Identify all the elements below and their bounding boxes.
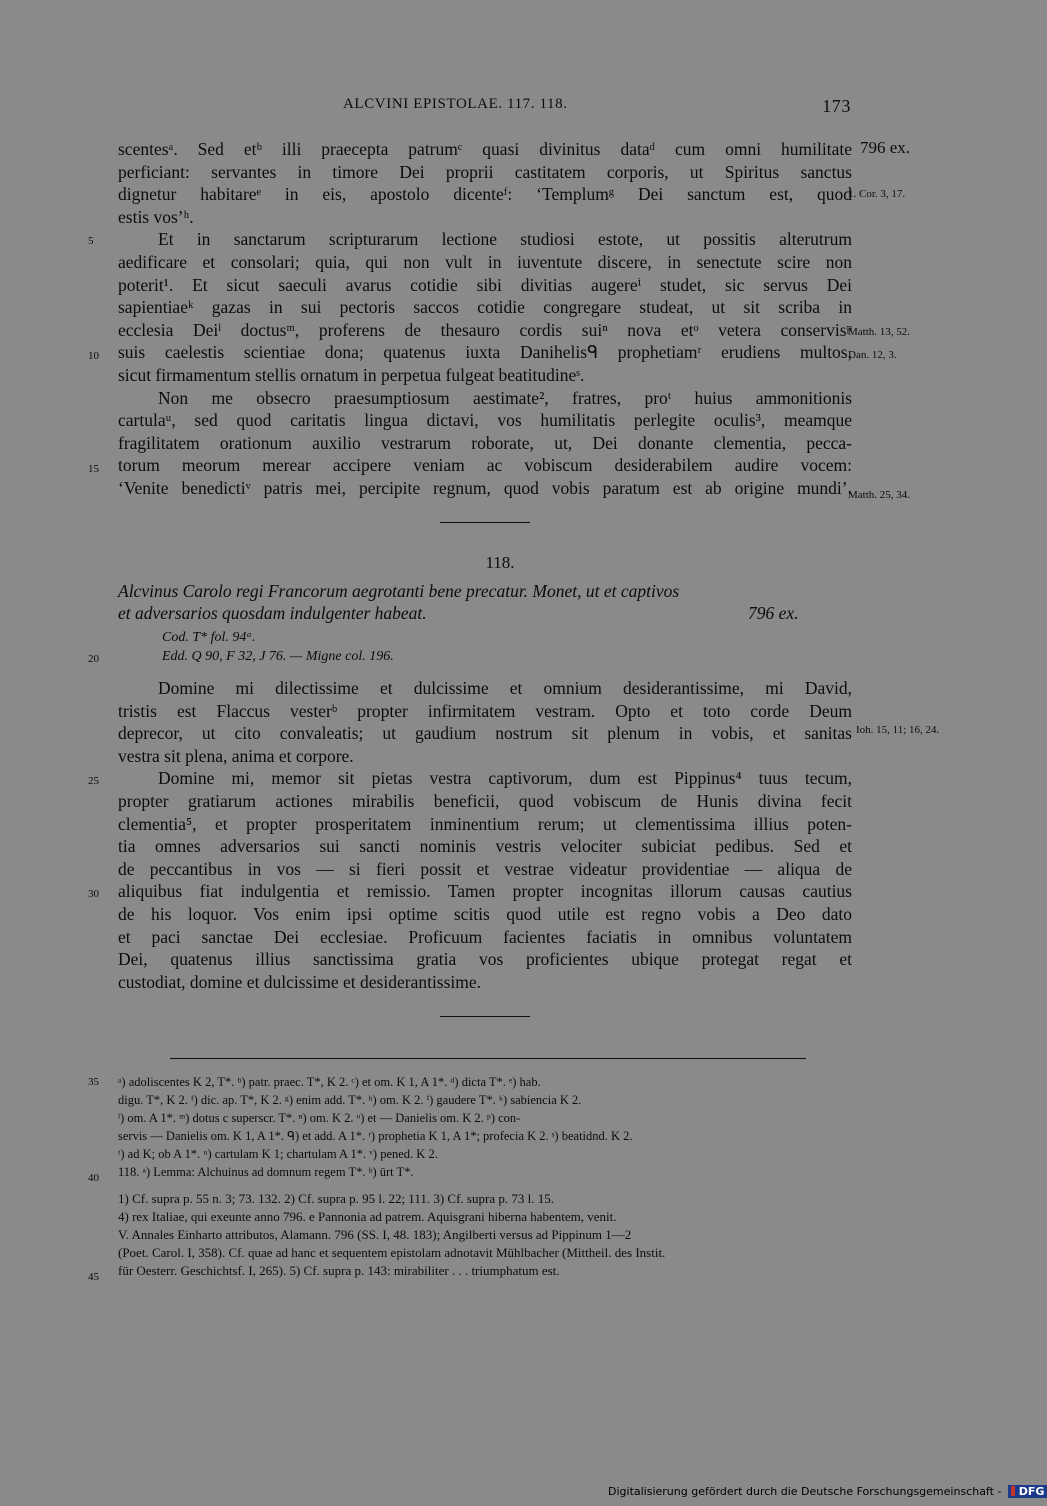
note-line: 1) Cf. supra p. 55 n. 3; 73. 132. 2) Cf. supra p. 95 l. 22; 111. 3) Cf. supra p. 73 l. 15. xyxy=(118,1191,554,1206)
text-line: ‘Venite benedictiᵛ patris mei, percipite regnum, quod vobis paratum est ab origine mundi’. xyxy=(118,477,852,498)
editions-line: Edd. Q 90, F 32, J 76. — Migne col. 196. xyxy=(162,649,394,664)
line-number: 10 xyxy=(88,350,99,362)
text-line: sapientiaeᵏ gazas in sui pectoris saccos cotidie congregare studeat, ut sit scriba in xyxy=(118,297,852,318)
text-line: custodiat, domine et dulcissime et desiderantissime. xyxy=(118,971,482,992)
regest xyxy=(118,580,852,624)
codex-line: Cod. T* fol. 94ᵃ. xyxy=(162,630,256,645)
critical-apparatus xyxy=(118,1073,852,1181)
line-number: 35 xyxy=(88,1076,99,1088)
regest-line: et adversarios quosdam indulgenter habeat. xyxy=(118,603,427,623)
regest-line: Alcvinus Carolo regi Francorum aegrotanti bene precatur. Monet, ut et captivos xyxy=(118,581,680,601)
text-line: estis vos’ʰ. xyxy=(118,206,194,227)
text-line: Domine mi dilectissime et dulcissime et omnium desiderantissime, mi David, xyxy=(158,678,852,698)
line-number: 45 xyxy=(88,1271,99,1283)
note-line: digu. T*, K 2. ᶠ) dic. ap. T*, K 2. ᵍ) enim add. T*. ʰ) om. K 2. ⁱ) gaudere T*. ᵏ) sabiencia K 2. xyxy=(118,1093,582,1107)
text-line: dignetur habitareᵉ in eis, apostolo dicenteᶠ: ‘Templumᵍ Dei sanctum est, quod xyxy=(118,184,852,205)
text-line: de his loquor. Vos enim ipsi optime scitis quod utile est regno vobis a Deo dato xyxy=(118,903,852,924)
text-line: aedificare et consolari; quia, qui non vult in iuventute discere, in senectute scire non xyxy=(118,251,852,272)
text-line: cartulaᵘ, sed quod caritatis lingua dictavi, vos humilitatis perlegite oculis³, meamque xyxy=(118,410,852,431)
stamp-text: Digitalisierung gefördert durch die Deutsche Forschungsgemeinschaft - xyxy=(608,1485,1002,1498)
text-line: aliquibus fiat indulgentia et remissio. Tamen propter incognitas illorum causas cautius xyxy=(118,881,852,902)
text-line: perficiant: servantes in timore Dei proprii castitatem corporis, ut Spiritus sanctus xyxy=(118,161,852,182)
dfg-logo-text: DFG xyxy=(1018,1485,1045,1498)
margin-ref-ioh: Ioh. 15, 11; 16, 24. xyxy=(856,724,940,736)
text-line: vestra sit plena, anima et corpore. xyxy=(118,745,354,766)
note-line: servis — Danielis om. K 1, A 1*. ᑫ) et add. A 1*. ʳ) prophetia K 1, A 1*; profecia K 2. ˢ) beatidnd. K 2. xyxy=(118,1129,633,1143)
dfg-logo xyxy=(1008,1485,1047,1498)
note-line: 4) rex Italiae, qui exeunte anno 796. e Pannonia ad patrem. Aquisgrani hiberna habentem, venit. xyxy=(118,1209,617,1224)
letter-118-text xyxy=(118,677,852,993)
line-number: 5 xyxy=(88,235,94,247)
text-line: tia omnes adversarios sui sancti nominis vestris velociter subiciat pedibus. Sed et xyxy=(118,836,852,857)
regest-date: 796 ex. xyxy=(748,603,799,623)
margin-ref-cor: 1. Cor. 3, 17. xyxy=(848,188,906,200)
letter-number: 118. xyxy=(485,553,515,572)
note-line: ᵗ) ad K; ob A 1*. ᵘ) cartulam K 1; chartulam A 1*. ᵛ) pened. K 2. xyxy=(118,1147,438,1161)
note-line: (Poet. Carol. I, 358). Cf. quae ad hanc et sequentem epistolam adnotavit Mühlbacher (Mittheil. des Instit. xyxy=(118,1245,666,1260)
text-line: poterit¹. Et sicut saeculi avarus cotidie sibi divitias augereⁱ studet, sic servus Dei xyxy=(118,274,852,295)
margin-ref-dan: Dan. 12, 3. xyxy=(848,349,897,361)
text-line: Non me obsecro praesumptiosum aestimate², fratres, proᵗ huius ammonitionis xyxy=(158,387,852,408)
note-line: ˡ) om. A 1*. ᵐ) dotus c superscr. T*. ⁿ) om. K 2. ᵒ) et — Danielis om. K 2. ᵖ) con- xyxy=(118,1111,521,1125)
letter-117-text xyxy=(118,138,852,500)
text-line: et paci sanctae Dei ecclesiae. Proficuum facientes faciatis in omnibus voluntatem xyxy=(118,926,852,947)
section-divider xyxy=(440,522,530,523)
line-number: 30 xyxy=(88,888,99,900)
text-line: Domine mi, memor sit pietas vestra captivorum, dum est Pippinus⁴ tuus tecum, xyxy=(158,768,852,789)
text-line: torum meorum merear accipere veniam ac vobiscum desiderabilem audire vocem: xyxy=(118,455,852,476)
page-number: 173 xyxy=(822,96,851,116)
margin-date: 796 ex. xyxy=(860,138,911,157)
text-line: ecclesia Deiˡ doctusᵐ, proferens de thesauro cordis suiⁿ nova etᵒ vetera conservisᵖ xyxy=(118,319,852,340)
note-line: für Oesterr. Geschichtsf. I, 265). 5) Cf. supra p. 143: mirabiliter . . . triumphatum est. xyxy=(118,1263,560,1278)
line-number: 20 xyxy=(88,653,99,665)
section-divider xyxy=(440,1016,530,1017)
text-line: sicut firmamentum stellis ornatum in perpetua fulgeat beatitudineˢ. xyxy=(118,364,585,385)
explanatory-notes xyxy=(118,1190,852,1280)
text-line: suis caelestis scientiae dona; quatenus iuxta Danihelisᑫ prophetiamʳ erudiens multos, xyxy=(118,342,852,363)
footnote-rule xyxy=(170,1058,806,1059)
text-line: de peccantibus in vos — si fieri possit et vestrae videatur providentiae — aliqua de xyxy=(118,858,852,879)
dfg-logo-bar xyxy=(1011,1486,1015,1496)
line-number: 40 xyxy=(88,1172,99,1184)
running-header xyxy=(0,96,1000,118)
text-line: Dei, quatenus illius sanctissima gratia vos proficientes ubique protegat regat et xyxy=(118,949,852,970)
text-line: tristis est Flaccus vesterᵇ propter infirmitatem vestram. Opto et toto corde Deum xyxy=(118,700,852,721)
text-line: fragilitatem orationum auxilio vestrarum roborate, ut, Dei donante clementia, pecca- xyxy=(118,432,852,453)
text-line: deprecor, ut cito convaleatis; ut gaudium nostrum sit plenum in vobis, et sanitas xyxy=(118,723,852,744)
text-line: Et in sanctarum scripturarum lectione studiosi estote, ut possitis alterutrum xyxy=(158,229,852,250)
margin-ref-matth25: Matth. 25, 34. xyxy=(848,489,911,501)
text-line: scentesᵃ. Sed etᵇ illi praecepta patrumᶜ quasi divinitus dataᵈ cum omni humilitate xyxy=(118,139,852,159)
note-line: 118. ᵃ) Lemma: Alchuinus ad domnum regem T*. ᵇ) ūrt T*. xyxy=(118,1165,414,1179)
note-line: ᵃ) adoliscentes K 2, T*. ᵇ) patr. praec. T*, K 2. ᶜ) et om. K 1, A 1*. ᵈ) dicta T*. ᵉ) hab. xyxy=(118,1075,541,1089)
note-line: V. Annales Einharto attributos, Alamann. 796 (SS. I, 48. 183); Angilberti versus ad Pippinum 1—2 xyxy=(118,1227,632,1242)
line-number: 15 xyxy=(88,463,99,475)
digitization-stamp xyxy=(608,1485,1047,1498)
line-number: 25 xyxy=(88,775,99,787)
running-title: ALCVINI EPISTOLAE. 117. 118. xyxy=(343,96,568,112)
text-line: propter gratiarum actiones mirabilis beneficii, quod vobiscum de Hunis divina fecit xyxy=(118,790,852,811)
text-line: clementia⁵, et propter prosperitatem inminentium rerum; ut clementissima illius poten- xyxy=(118,813,852,834)
margin-ref-matth13: Matth. 13, 52. xyxy=(848,326,911,338)
